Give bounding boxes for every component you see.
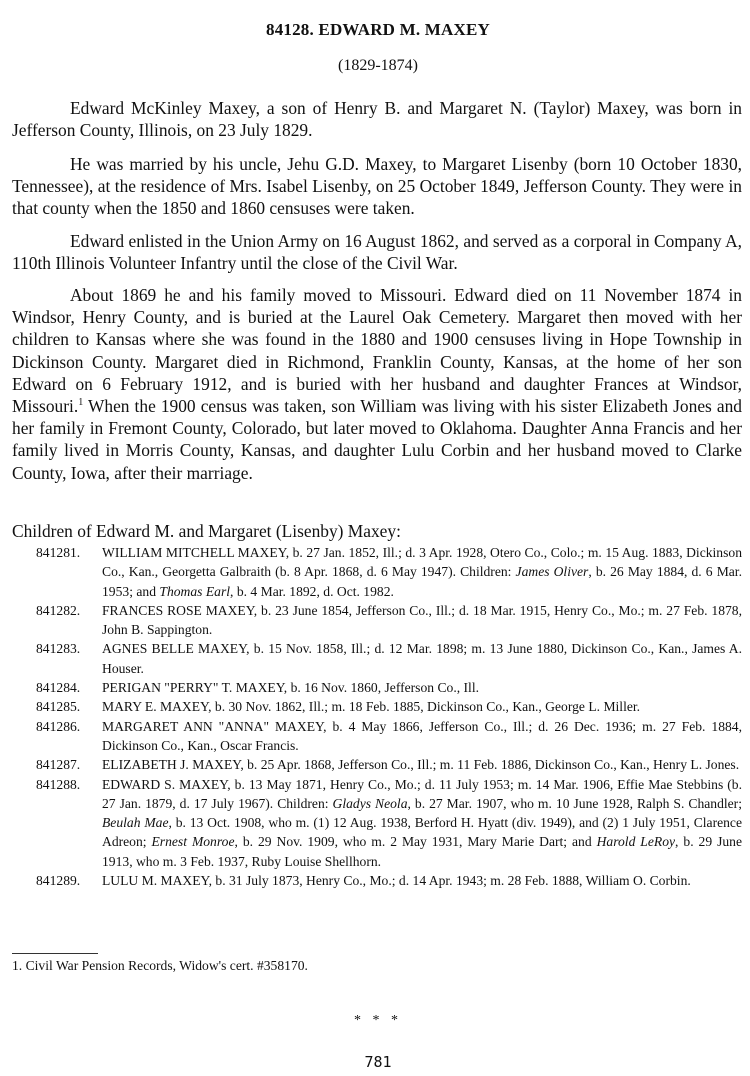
paragraph-military bbox=[12, 230, 742, 274]
child-text-part: , b. 29 June 1913, who m. 3 Feb. 1937, Ruby Louise Shellhorn. bbox=[102, 834, 742, 869]
paragraph-birth-text: Edward McKinley Maxey, a son of Henry B. and Margaret N. (Taylor) Maxey, was born in Jefferson County, Illinois, on 23 July 1829. bbox=[12, 98, 742, 141]
child-text-part: , b. 27 Mar. 1907, who m. 10 June 1928, Ralph S. Chandler; bbox=[407, 795, 742, 811]
paragraph-military-text: Edward enlisted in the Union Army on 16 August 1862, and served as a corporal in Company A, 110th Illinois Volunteer Infantry until the close of the Civil War. bbox=[12, 231, 742, 274]
child-entry bbox=[36, 775, 742, 871]
child-text-part: , b. 4 Mar. 1892, d. Oct. 1982. bbox=[230, 583, 394, 599]
child-text-part: EDWARD S. MAXEY, b. 13 May 1871, Henry Co., Mo.; d. 11 July 1953; m. 14 Mar. 1906, Effie Mae Stebbins (b. 27 Jan. 1879, d. 17 July 1967). Children: bbox=[102, 776, 742, 811]
footnote-divider bbox=[12, 953, 98, 954]
paragraph-later-life-text-b: When the 1900 census was taken, son William was living with his sister Elizabeth Jones and her family in Fremont County, Colorado, but later moved to Oklahoma. Daughter Anna Francis and her family lived in Morris County, Kansas, and daughter Lulu Corbin and her husband moved to Clarke County, Iowa, after their marriage. bbox=[12, 396, 742, 483]
child-text: FRANCES ROSE MAXEY, b. 23 June 1854, Jefferson Co., Ill.; d. 18 Mar. 1915, Henry Co., Mo.; m. 27 Feb. 1878, John B. Sappington. bbox=[102, 602, 742, 638]
child-text: LULU M. MAXEY, b. 31 July 1873, Henry Co., Mo.; d. 14 Apr. 1943; m. 28 Feb. 1888, William O. Corbin. bbox=[102, 873, 691, 889]
child-entry bbox=[36, 717, 742, 756]
section-separator: * * * bbox=[354, 1013, 402, 1028]
child-text-part: , b. 29 Nov. 1909, who m. 2 May 1931, Mary Marie Dart; and bbox=[234, 834, 597, 850]
paragraph-marriage bbox=[12, 153, 742, 220]
page-number: 781 bbox=[364, 1053, 392, 1071]
child-entry bbox=[36, 639, 742, 678]
grandchild-name: Thomas Earl bbox=[159, 583, 231, 599]
paragraph-later-life bbox=[12, 284, 742, 484]
footnote: 1. Civil War Pension Records, Widow's cert. #358170. bbox=[12, 958, 308, 973]
child-number: 841288. bbox=[36, 776, 81, 792]
grandchild-name: Beulah Mae bbox=[102, 815, 169, 831]
grandchild-name: Ernest Monroe bbox=[151, 834, 235, 850]
child-number: 841287. bbox=[36, 757, 81, 773]
child-number: 841283. bbox=[36, 641, 81, 657]
child-entry bbox=[36, 697, 742, 716]
child-text-part: , b. 26 May 1884, d. 6 Mar. 1953; and bbox=[102, 564, 742, 599]
child-text: MARY E. MAXEY, b. 30 Nov. 1862, Ill.; m. 18 Feb. 1885, Dickinson Co., Kan., George L. Miller. bbox=[102, 699, 641, 715]
grandchild-name: James Oliver bbox=[515, 564, 589, 580]
child-entry bbox=[36, 871, 742, 890]
child-number: 841285. bbox=[36, 699, 81, 715]
child-text bbox=[102, 775, 742, 871]
children-list bbox=[36, 543, 742, 890]
child-entry bbox=[36, 678, 742, 697]
footnote-marker: 1 bbox=[78, 397, 84, 409]
child-number: 841286. bbox=[36, 718, 81, 734]
child-number: 841289. bbox=[36, 873, 81, 889]
paragraph-marriage-text: He was married by his uncle, Jehu G.D. Maxey, to Margaret Lisenby (born 10 October 1830, Tennessee), at the residence of Mrs. Isabel Lisenby, on 25 October 1849, Jefferson County. They were in that county when the 1850 and 1860 censuses were taken. bbox=[12, 154, 742, 219]
paragraph-later-life-text-a: About 1869 he and his family moved to Missouri. Edward died on 11 November 1874 in Windsor, Henry County, and is buried at the Laurel Oak Cemetery. Margaret then moved with her children to Kansas where she was found in the 1880 and 1900 censuses living in Hope Township in Dickinson County. Margaret died in Richmond, Franklin County, Kansas, at the home of her son Edward on 6 February 1912, and is buried with her husband and daughter Frances at Windsor, Missouri. bbox=[12, 285, 742, 417]
child-text-part: WILLIAM MITCHELL MAXEY, b. 27 Jan. 1852, Ill.; d. 3 Apr. 1928, Otero Co., Colo.; m. 15 Aug. 1883, Dickinson Co., Kan., Georgetta Galbraith (b. 8 Apr. 1868, d. 6 May 1947). Children: bbox=[102, 545, 742, 580]
child-entry bbox=[36, 543, 742, 601]
child-text: AGNES BELLE MAXEY, b. 15 Nov. 1858, Ill.; d. 12 Mar. 1898; m. 13 June 1880, Dickinson Co., Kan., James A. Houser. bbox=[102, 641, 742, 676]
children-heading: Children of Edward M. and Margaret (Lisenby) Maxey: bbox=[12, 521, 401, 541]
child-text: MARGARET ANN "ANNA" MAXEY, b. 4 May 1866, Jefferson Co., Ill.; d. 26 Dec. 1936; m. 27 Feb. 1884, Dickinson Co., Kan., Oscar Francis. bbox=[102, 718, 742, 753]
child-entry bbox=[36, 755, 742, 774]
child-number: 841281. bbox=[36, 545, 81, 560]
child-text bbox=[102, 543, 742, 601]
grandchild-name: Harold LeRoy bbox=[596, 834, 676, 850]
child-entry bbox=[36, 601, 742, 640]
child-text-part: , b. 13 Oct. 1908, who m. (1) 12 Aug. 1938, Berford H. Hyatt (div. 1949), and (2) 1 July 1951, Clarence Adreon; bbox=[102, 815, 742, 850]
child-number: 841282. bbox=[36, 602, 81, 618]
page-title: 84128. EDWARD M. MAXEY bbox=[266, 20, 490, 39]
child-number: 841284. bbox=[36, 680, 81, 696]
life-dates: (1829-1874) bbox=[338, 57, 418, 74]
child-text: PERIGAN "PERRY" T. MAXEY, b. 16 Nov. 1860, Jefferson Co., Ill. bbox=[102, 680, 480, 696]
child-text: ELIZABETH J. MAXEY, b. 25 Apr. 1868, Jefferson Co., Ill.; m. 11 Feb. 1886, Dickinson Co., Kan., Henry L. Jones. bbox=[102, 757, 740, 773]
paragraph-birth bbox=[12, 97, 742, 141]
grandchild-name: Gladys Neola bbox=[332, 795, 408, 811]
